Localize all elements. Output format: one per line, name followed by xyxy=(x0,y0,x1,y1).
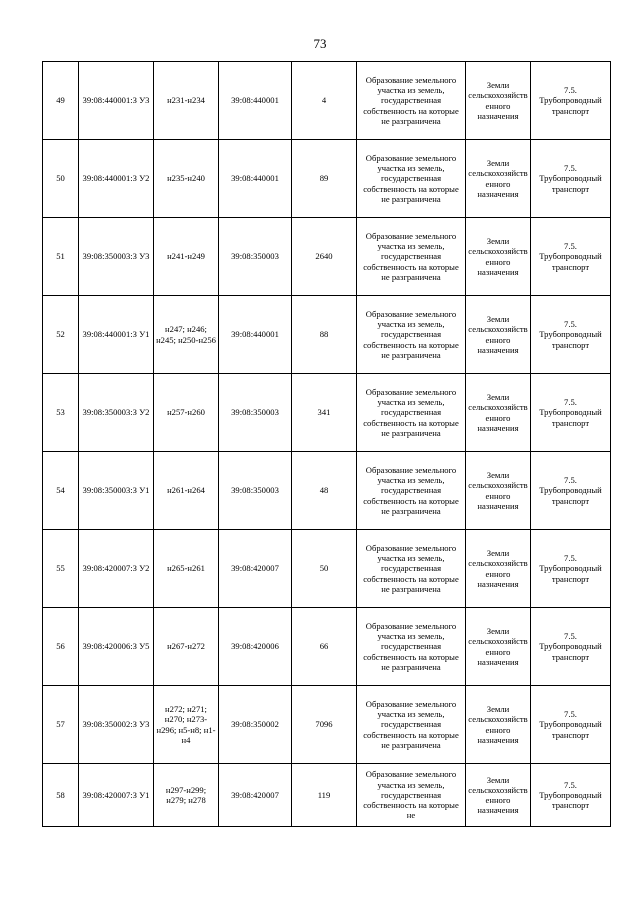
area-cell: 119 xyxy=(292,764,357,827)
table-row xyxy=(43,608,611,686)
area-cell: 341 xyxy=(292,374,357,452)
cadastral-quarter-cell: 39:08:350003 xyxy=(219,218,292,296)
area-cell: 50 xyxy=(292,530,357,608)
row-number-cell: 56 xyxy=(43,608,79,686)
cadastral-quarter-cell: 39:08:420006 xyxy=(219,608,292,686)
table-row xyxy=(43,374,611,452)
area-cell: 89 xyxy=(292,140,357,218)
permitted-use-cell: 7.5. Трубопроводный транспорт xyxy=(531,608,611,686)
area-cell: 2640 xyxy=(292,218,357,296)
row-number-cell: 54 xyxy=(43,452,79,530)
permitted-use-cell: 7.5. Трубопроводный транспорт xyxy=(531,218,611,296)
permitted-use-cell: 7.5. Трубопроводный транспорт xyxy=(531,374,611,452)
purpose-cell: Образование земельного участка из земель, государственная собственность на которые не разграничена xyxy=(357,686,466,764)
cadastral-quarter-cell: 39:08:440001 xyxy=(219,62,292,140)
land-category-cell: Земли сельскохозяйственного назначения xyxy=(466,608,531,686)
permitted-use-cell: 7.5. Трубопроводный транспорт xyxy=(531,140,611,218)
table-row xyxy=(43,686,611,764)
cadastral-quarter-cell: 39:08:350003 xyxy=(219,452,292,530)
table-body xyxy=(43,62,611,827)
boundary-points-cell: н267-н272 xyxy=(154,608,219,686)
plot-id-cell: 39:08:420006:З У5 xyxy=(79,608,154,686)
permitted-use-cell: 7.5. Трубопроводный транспорт xyxy=(531,530,611,608)
plot-id-cell: 39:08:350003:З У1 xyxy=(79,452,154,530)
table-row xyxy=(43,62,611,140)
row-number-cell: 53 xyxy=(43,374,79,452)
table-row xyxy=(43,218,611,296)
boundary-points-cell: н241-н249 xyxy=(154,218,219,296)
permitted-use-cell: 7.5. Трубопроводный транспорт xyxy=(531,296,611,374)
boundary-points-cell: н257-н260 xyxy=(154,374,219,452)
boundary-points-cell: н261-н264 xyxy=(154,452,219,530)
purpose-cell: Образование земельного участка из земель, государственная собственность на которые не разграничена xyxy=(357,296,466,374)
plot-id-cell: 39:08:440001:З У1 xyxy=(79,296,154,374)
plot-id-cell: 39:08:350003:З У3 xyxy=(79,218,154,296)
table-row xyxy=(43,764,611,827)
purpose-cell: Образование земельного участка из земель, государственная собственность на которые не разграничена xyxy=(357,140,466,218)
plot-id-cell: 39:08:440001:З У3 xyxy=(79,62,154,140)
land-category-cell: Земли сельскохозяйственного назначения xyxy=(466,374,531,452)
purpose-cell: Образование земельного участка из земель, государственная собственность на которые не xyxy=(357,764,466,827)
row-number-cell: 55 xyxy=(43,530,79,608)
area-cell: 4 xyxy=(292,62,357,140)
cadastral-quarter-cell: 39:08:420007 xyxy=(219,530,292,608)
boundary-points-cell: н297-н299; н279; н278 xyxy=(154,764,219,827)
land-plots-table xyxy=(42,61,611,827)
land-category-cell: Земли сельскохозяйственного назначения xyxy=(466,764,531,827)
land-category-cell: Земли сельскохозяйственного назначения xyxy=(466,296,531,374)
cadastral-quarter-cell: 39:08:350002 xyxy=(219,686,292,764)
boundary-points-cell: н272; н271; н270; н273-н296; н5-н8; н1-н4 xyxy=(154,686,219,764)
boundary-points-cell: н247; н246; н245; н250-н256 xyxy=(154,296,219,374)
permitted-use-cell: 7.5. Трубопроводный транспорт xyxy=(531,764,611,827)
row-number-cell: 49 xyxy=(43,62,79,140)
plot-id-cell: 39:08:420007:З У1 xyxy=(79,764,154,827)
plot-id-cell: 39:08:350002:З У3 xyxy=(79,686,154,764)
permitted-use-cell: 7.5. Трубопроводный транспорт xyxy=(531,452,611,530)
land-category-cell: Земли сельскохозяйственного назначения xyxy=(466,686,531,764)
row-number-cell: 58 xyxy=(43,764,79,827)
row-number-cell: 50 xyxy=(43,140,79,218)
land-category-cell: Земли сельскохозяйственного назначения xyxy=(466,62,531,140)
purpose-cell: Образование земельного участка из земель, государственная собственность на которые не разграничена xyxy=(357,374,466,452)
boundary-points-cell: н265-н261 xyxy=(154,530,219,608)
purpose-cell: Образование земельного участка из земель, государственная собственность на которые не разграничена xyxy=(357,530,466,608)
area-cell: 48 xyxy=(292,452,357,530)
cadastral-quarter-cell: 39:08:440001 xyxy=(219,140,292,218)
row-number-cell: 51 xyxy=(43,218,79,296)
cadastral-quarter-cell: 39:08:420007 xyxy=(219,764,292,827)
purpose-cell: Образование земельного участка из земель, государственная собственность на которые не разграничена xyxy=(357,452,466,530)
boundary-points-cell: н231-н234 xyxy=(154,62,219,140)
row-number-cell: 57 xyxy=(43,686,79,764)
purpose-cell: Образование земельного участка из земель, государственная собственность на которые не разграничена xyxy=(357,608,466,686)
land-category-cell: Земли сельскохозяйственного назначения xyxy=(466,140,531,218)
table-row xyxy=(43,452,611,530)
area-cell: 66 xyxy=(292,608,357,686)
table-row xyxy=(43,140,611,218)
area-cell: 7096 xyxy=(292,686,357,764)
land-category-cell: Земли сельскохозяйственного назначения xyxy=(466,530,531,608)
cadastral-quarter-cell: 39:08:350003 xyxy=(219,374,292,452)
plot-id-cell: 39:08:350003:З У2 xyxy=(79,374,154,452)
permitted-use-cell: 7.5. Трубопроводный транспорт xyxy=(531,686,611,764)
table-row xyxy=(43,530,611,608)
purpose-cell: Образование земельного участка из земель, государственная собственность на которые не разграничена xyxy=(357,62,466,140)
permitted-use-cell: 7.5. Трубопроводный транспорт xyxy=(531,62,611,140)
purpose-cell: Образование земельного участка из земель, государственная собственность на которые не разграничена xyxy=(357,218,466,296)
boundary-points-cell: н235-н240 xyxy=(154,140,219,218)
table-row xyxy=(43,296,611,374)
land-category-cell: Земли сельскохозяйственного назначения xyxy=(466,452,531,530)
cadastral-quarter-cell: 39:08:440001 xyxy=(219,296,292,374)
plot-id-cell: 39:08:420007:З У2 xyxy=(79,530,154,608)
row-number-cell: 52 xyxy=(43,296,79,374)
area-cell: 88 xyxy=(292,296,357,374)
plot-id-cell: 39:08:440001:З У2 xyxy=(79,140,154,218)
page-number: 73 xyxy=(313,36,327,51)
land-category-cell: Земли сельскохозяйственного назначения xyxy=(466,218,531,296)
